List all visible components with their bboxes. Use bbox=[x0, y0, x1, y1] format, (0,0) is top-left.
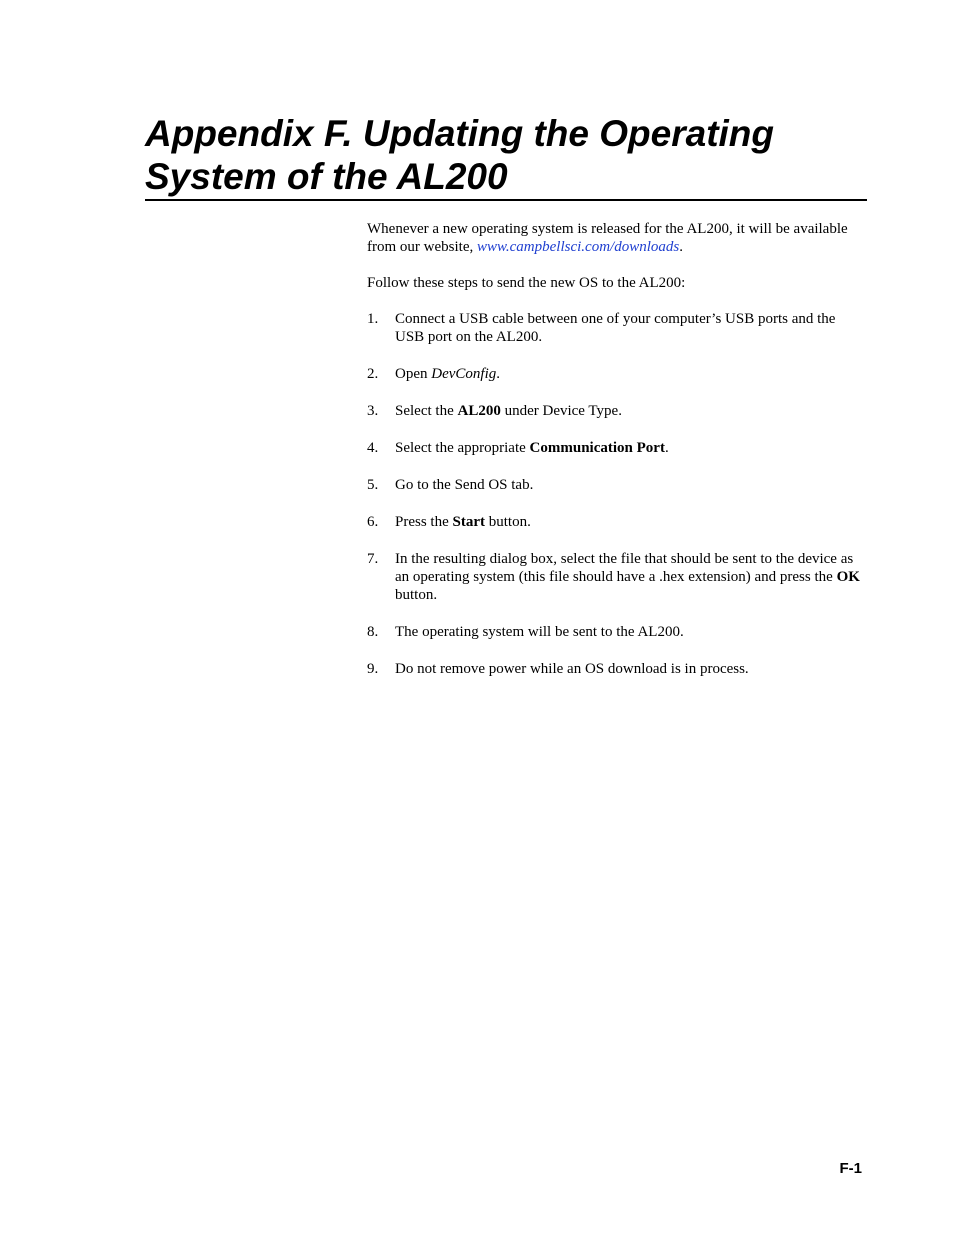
page-title-line-2: System of the AL200 bbox=[145, 156, 508, 197]
step-item bbox=[367, 365, 862, 383]
step-item bbox=[367, 439, 862, 457]
step-item bbox=[367, 402, 862, 420]
step-text bbox=[395, 550, 862, 604]
step-text-part: The operating system will be sent to the AL200. bbox=[395, 624, 684, 640]
step-number: 9. bbox=[367, 661, 379, 677]
intro-text: Whenever a new operating system is released for the AL200, it will be available from our website, bbox=[367, 221, 848, 255]
steps-intro-paragraph: Follow these steps to send the new OS to the AL200: bbox=[367, 275, 686, 291]
step-text-part: Communication Port bbox=[529, 440, 665, 456]
step-text-part: DevConfig bbox=[431, 366, 497, 382]
step-text bbox=[395, 513, 862, 531]
step-text-part: . bbox=[664, 440, 669, 456]
step-number: 1. bbox=[367, 311, 379, 327]
step-text bbox=[395, 365, 862, 383]
step-number: 2. bbox=[367, 366, 379, 382]
step-number: 3. bbox=[367, 403, 379, 419]
step-text-part: OK bbox=[836, 569, 860, 585]
step-text bbox=[395, 623, 862, 641]
step-number: 5. bbox=[367, 477, 379, 493]
step-text-part: under Device Type. bbox=[500, 403, 622, 419]
step-text-part: Select the appropriate bbox=[395, 440, 530, 456]
step-text-part: AL200 bbox=[457, 403, 501, 419]
title-divider bbox=[145, 199, 867, 201]
step-text-part: button. bbox=[485, 514, 531, 530]
step-text-part: Do not remove power while an OS download is in process. bbox=[395, 661, 749, 677]
step-text bbox=[395, 402, 862, 420]
downloads-link[interactable]: www.campbellsci.com/downloads bbox=[476, 239, 680, 255]
intro-paragraph bbox=[367, 220, 862, 256]
step-text-part: In the resulting dialog box, select the file that should be sent to the device as an operating system (this file should have a .hex extension) and press the bbox=[395, 551, 854, 585]
page-title bbox=[145, 112, 867, 198]
step-text-part: button. bbox=[395, 587, 438, 603]
step-number: 6. bbox=[367, 514, 379, 530]
steps-list bbox=[367, 310, 862, 678]
step-number: 7. bbox=[367, 551, 379, 567]
body-content bbox=[367, 220, 862, 697]
step-text-part: Open bbox=[395, 366, 432, 382]
step-item bbox=[367, 513, 862, 531]
step-number: 4. bbox=[367, 440, 379, 456]
step-text-part: Press the bbox=[395, 514, 453, 530]
step-text-part: Connect a USB cable between one of your computer’s USB ports and the USB port on the AL200. bbox=[395, 311, 836, 345]
step-item bbox=[367, 310, 862, 346]
step-text-part: Select the bbox=[395, 403, 458, 419]
page-title-line-1: Appendix F. Updating the Operating bbox=[145, 113, 774, 154]
step-text bbox=[395, 476, 862, 494]
step-item bbox=[367, 550, 862, 604]
intro-end: . bbox=[679, 239, 683, 255]
step-text-part: Start bbox=[452, 514, 485, 530]
step-text-part: Go to the Send OS tab. bbox=[395, 477, 534, 493]
step-item bbox=[367, 660, 862, 678]
step-item bbox=[367, 623, 862, 641]
step-text bbox=[395, 660, 862, 678]
step-number: 8. bbox=[367, 624, 379, 640]
step-text bbox=[395, 310, 862, 346]
step-text-part: . bbox=[496, 366, 500, 382]
page-number: F-1 bbox=[839, 1160, 862, 1177]
step-item bbox=[367, 476, 862, 494]
step-text bbox=[395, 439, 862, 457]
